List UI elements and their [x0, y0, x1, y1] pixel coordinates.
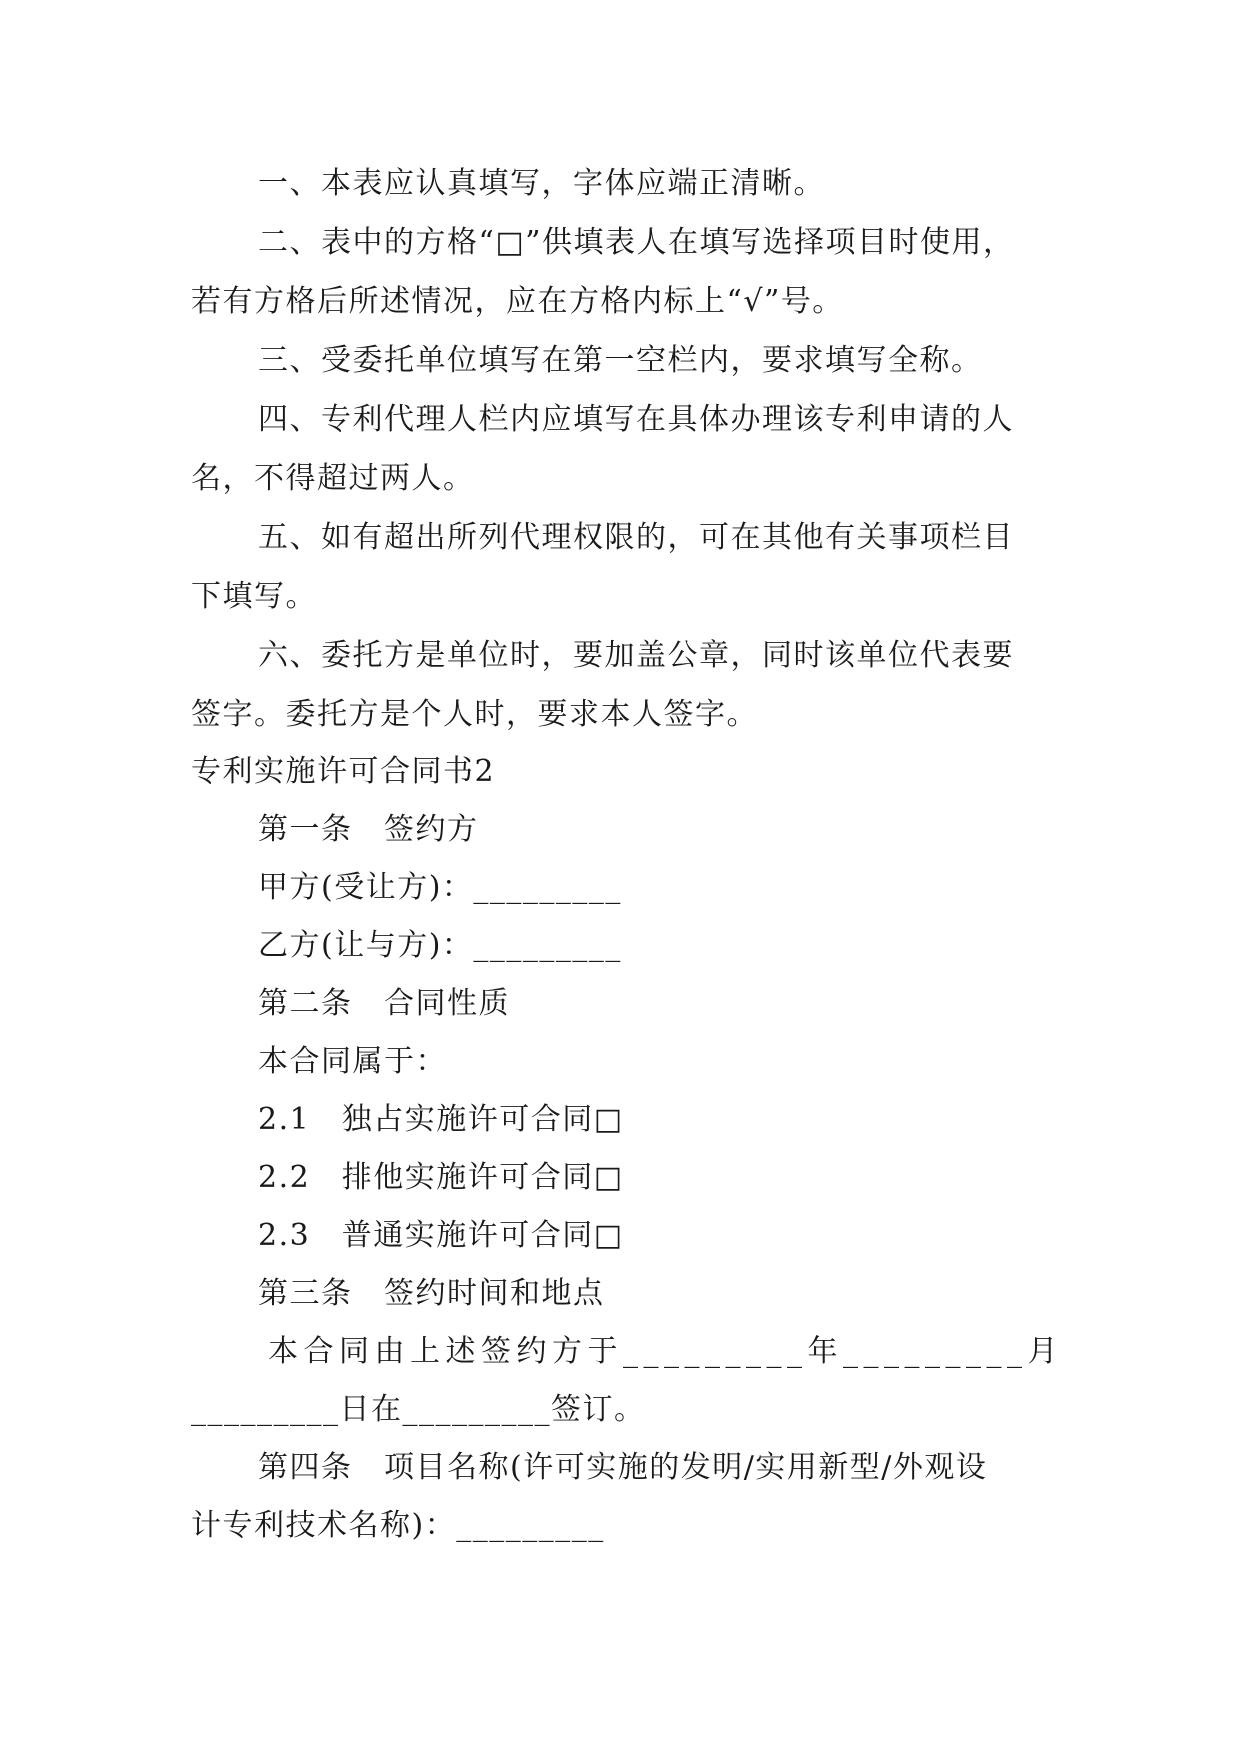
signing-date-line: 本合同由上述签约方于_________年_________月: [268, 1334, 1063, 1369]
instruction-5: 五、如有超出所列代理权限的，可在其他有关事项栏目: [258, 520, 1014, 555]
instruction-2-cont: 若有方格后所述情况，应在方格内标上“√”号。: [191, 284, 844, 319]
option-sole: 2.2 排他实施许可合同□: [258, 1160, 624, 1195]
instruction-6: 六、委托方是单位时，要加盖公章，同时该单位代表要: [258, 638, 1014, 673]
instruction-2: 二、表中的方格“□”供填表人在填写选择项目时使用，: [258, 225, 1015, 260]
article-4-heading: 第四条 项目名称(许可实施的发明/实用新型/外观设: [258, 1450, 988, 1485]
instruction-3: 三、受委托单位填写在第一空栏内，要求填写全称。: [258, 343, 983, 378]
article-1-heading: 第一条 签约方: [258, 812, 479, 847]
party-b-field: 乙方(让与方)：_________: [258, 928, 622, 963]
instruction-1: 一、本表应认真填写，字体应端正清晰。: [258, 166, 825, 201]
article-3-heading: 第三条 签约时间和地点: [258, 1276, 605, 1311]
signing-place-line: _________日在_________签订。: [191, 1392, 646, 1427]
contract-title: 专利实施许可合同书2: [191, 754, 496, 789]
option-ordinary: 2.3 普通实施许可合同□: [258, 1218, 624, 1253]
project-name-field: 计专利技术名称)：_________: [191, 1508, 605, 1543]
contract-type-intro: 本合同属于：: [258, 1044, 447, 1079]
instruction-4-cont: 名，不得超过两人。: [191, 461, 475, 496]
party-a-field: 甲方(受让方)：_________: [258, 870, 622, 905]
option-exclusive: 2.1 独占实施许可合同□: [258, 1102, 624, 1137]
instruction-4: 四、专利代理人栏内应填写在具体办理该专利申请的人: [258, 402, 1014, 437]
article-2-heading: 第二条 合同性质: [258, 986, 510, 1021]
instruction-5-cont: 下填写。: [191, 579, 317, 614]
instruction-6-cont: 签字。委托方是个人时，要求本人签字。: [191, 697, 758, 732]
